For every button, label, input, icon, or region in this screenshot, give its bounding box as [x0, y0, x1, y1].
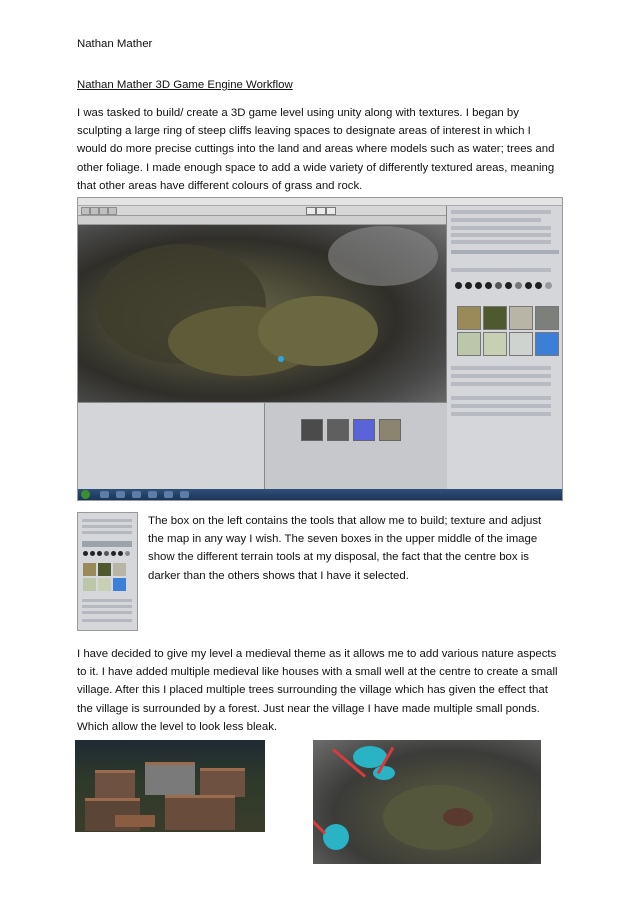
play-icon	[306, 207, 316, 215]
toolbox-paragraph: The box on the left contains the tools that allow me to build; texture and adjust the map in any way I wish. The seven boxes in the upper middle of the image show the different terrain tools at my disposal, the fact that the centre box is darker than the others shows that I have it selected.	[148, 515, 542, 582]
unity-editor-screenshot	[77, 197, 563, 501]
start-icon	[81, 490, 90, 499]
hierarchy-panel	[78, 402, 264, 490]
windows-taskbar	[78, 489, 562, 500]
document-title: Nathan Mather 3D Game Engine Workflow	[77, 79, 293, 91]
step-icon	[326, 207, 336, 215]
ponds-screenshot	[313, 740, 541, 864]
terrain-toolbox-thumbnail	[77, 512, 138, 631]
theme-paragraph: I have decided to give my level a medieval theme as it allows me to add various nature aspects to it. I have added multiple medieval like houses with a small well at the centre to create a small village. After this I placed multiple trees surrounding the village which has given the effect that the village is surrounded by a forest. Just near the village I have made multiple small ponds. Which allow the level to look less bleak.	[77, 648, 558, 733]
pause-icon	[316, 207, 326, 215]
intro-paragraph: I was tasked to build/ create a 3D game level using unity along with textures. I began by sculpting a large ring of steep cliffs leaving spaces to designate areas of interest in which I would do more precise cuttings into the land and areas where models such as water; trees and other foliage. I made enough space to add a wide variety of differently textured areas, meaning that other areas have different colours of grass and rock.	[77, 107, 555, 192]
project-panel	[264, 402, 447, 490]
editor-menubar	[78, 198, 562, 206]
inspector-panel	[446, 206, 563, 489]
author-name: Nathan Mather	[77, 38, 153, 50]
scene-view	[78, 216, 446, 402]
medieval-village-screenshot	[75, 740, 265, 832]
